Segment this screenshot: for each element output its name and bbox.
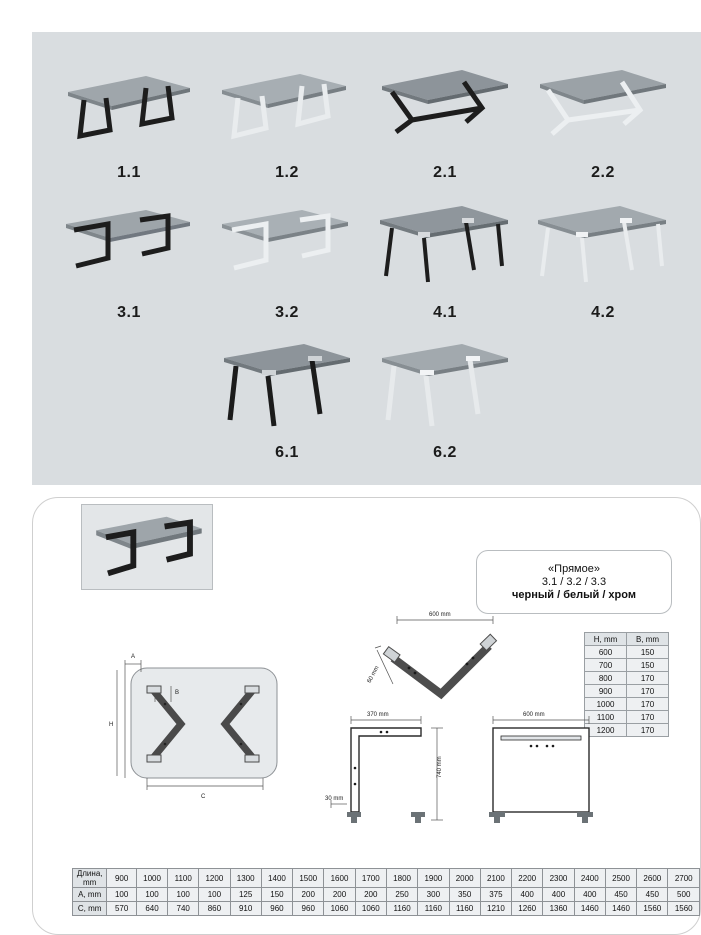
catalog-item-3-1[interactable]	[50, 194, 208, 326]
cell-h: 600	[585, 646, 627, 659]
c-cell: 1210	[480, 902, 511, 916]
dim-label-600: 600 mm	[429, 612, 451, 618]
header-h: H, mm	[585, 633, 627, 646]
c-cell: 960	[293, 902, 324, 916]
header-b: B, mm	[627, 633, 669, 646]
length-row	[73, 902, 700, 916]
catalog-item-6-1[interactable]	[208, 334, 366, 466]
c-cell: 910	[230, 902, 261, 916]
catalog-row-3	[32, 326, 701, 466]
catalog-item-label: 3.1	[117, 304, 141, 321]
dim-label-60: 60 mm	[366, 665, 381, 685]
table-illustration-2-2	[524, 58, 682, 150]
cell-b: 150	[627, 646, 669, 659]
corner-detail-drawing	[363, 602, 523, 712]
catalog-panel	[32, 32, 701, 485]
row-label-length: Длина, mm	[73, 869, 107, 888]
length-row	[73, 869, 700, 888]
catalog-item-4-1[interactable]	[366, 194, 524, 326]
catalog-row-2	[32, 186, 701, 326]
c-cell: 1160	[418, 902, 449, 916]
catalog-item-label: 6.2	[433, 444, 457, 461]
cell-h: 1000	[585, 698, 627, 711]
top-plan-drawing	[95, 646, 305, 806]
table-illustration-4-2	[524, 198, 682, 290]
product-photo-illustration	[82, 505, 212, 589]
length-cell: 1500	[293, 869, 324, 888]
length-cell: 2300	[543, 869, 574, 888]
a-cell: 100	[136, 888, 167, 902]
table-illustration-1-1	[50, 58, 208, 150]
catalog-item-1-1[interactable]	[50, 54, 208, 186]
catalog-item-4-2[interactable]	[524, 194, 682, 326]
c-cell: 1160	[386, 902, 417, 916]
length-cell: 1200	[199, 869, 230, 888]
length-cell: 2500	[605, 869, 636, 888]
catalog-item-3-2[interactable]	[208, 194, 366, 326]
table-row	[585, 659, 669, 672]
a-cell: 150	[261, 888, 292, 902]
row-label-c: C, mm	[73, 902, 107, 916]
dim-label-370: 370 mm	[367, 712, 389, 718]
catalog-item-label: 2.1	[433, 164, 457, 181]
catalog-item-label: 1.1	[117, 164, 141, 181]
length-cell: 1300	[230, 869, 261, 888]
dim-label-b: B	[175, 690, 180, 696]
dim-label-600-front: 600 mm	[523, 712, 545, 718]
spec-sheet	[32, 497, 701, 935]
catalog-item-label: 2.2	[591, 164, 615, 181]
table-illustration-2-1	[366, 58, 524, 150]
cell-h: 900	[585, 685, 627, 698]
c-cell: 1260	[512, 902, 543, 916]
c-cell: 1560	[668, 902, 700, 916]
catalog-row-1	[32, 32, 701, 186]
row-label-a: A, mm	[73, 888, 107, 902]
a-cell: 125	[230, 888, 261, 902]
c-cell: 1160	[449, 902, 480, 916]
length-cell: 1800	[386, 869, 417, 888]
a-cell: 450	[605, 888, 636, 902]
c-cell: 740	[168, 902, 199, 916]
c-cell: 960	[261, 902, 292, 916]
catalog-item-1-2[interactable]	[208, 54, 366, 186]
cell-b: 150	[627, 659, 669, 672]
length-cell: 2700	[668, 869, 700, 888]
front-view-drawing	[475, 706, 615, 836]
table-illustration-6-1	[208, 338, 366, 430]
table-illustration-3-2	[208, 198, 366, 290]
a-cell: 350	[449, 888, 480, 902]
c-cell: 860	[199, 902, 230, 916]
c-cell: 1060	[324, 902, 355, 916]
a-cell: 375	[480, 888, 511, 902]
a-cell: 250	[386, 888, 417, 902]
table-row	[585, 646, 669, 659]
a-cell: 100	[107, 888, 137, 902]
dim-label-h: H	[109, 722, 114, 728]
length-row	[73, 888, 700, 902]
length-cell: 2400	[574, 869, 605, 888]
length-cell: 2200	[512, 869, 543, 888]
a-cell: 500	[668, 888, 700, 902]
a-cell: 300	[418, 888, 449, 902]
cell-b: 170	[627, 685, 669, 698]
dim-label-c: C	[201, 794, 206, 800]
model-name: «Прямое»	[548, 563, 600, 575]
table-row	[585, 685, 669, 698]
c-cell: 1360	[543, 902, 574, 916]
catalog-item-label: 4.2	[591, 304, 615, 321]
cell-b: 170	[627, 698, 669, 711]
length-cell: 1900	[418, 869, 449, 888]
c-cell: 640	[136, 902, 167, 916]
a-cell: 200	[293, 888, 324, 902]
length-cell: 2000	[449, 869, 480, 888]
dim-label-30: 30 mm	[325, 796, 344, 802]
cell-b: 170	[627, 724, 669, 737]
table-illustration-1-2	[208, 58, 366, 150]
length-table	[72, 868, 700, 916]
a-cell: 100	[199, 888, 230, 902]
product-photo	[81, 504, 213, 590]
c-cell: 570	[107, 902, 137, 916]
length-cell: 1600	[324, 869, 355, 888]
cell-h: 1200	[585, 724, 627, 737]
length-cell: 2600	[637, 869, 668, 888]
a-cell: 400	[574, 888, 605, 902]
table-header-row	[585, 633, 669, 646]
table-illustration-4-1	[366, 198, 524, 290]
model-finishes: черный / белый / хром	[512, 589, 636, 601]
a-cell: 200	[355, 888, 386, 902]
cell-h: 1100	[585, 711, 627, 724]
length-cell: 2100	[480, 869, 511, 888]
catalog-item-label: 1.2	[275, 164, 299, 181]
dim-label-a: A	[131, 654, 136, 660]
length-cell: 1000	[136, 869, 167, 888]
side-view-drawing	[325, 706, 475, 836]
catalog-item-2-1[interactable]	[366, 54, 524, 186]
table-illustration-6-2	[366, 338, 524, 430]
catalog-item-label: 3.2	[275, 304, 299, 321]
catalog-item-2-2[interactable]	[524, 54, 682, 186]
a-cell: 200	[324, 888, 355, 902]
cell-h: 800	[585, 672, 627, 685]
catalog-item-label: 6.1	[275, 444, 299, 461]
table-illustration-3-1	[50, 198, 208, 290]
a-cell: 400	[512, 888, 543, 902]
catalog-item-label: 4.1	[433, 304, 457, 321]
model-codes: 3.1 / 3.2 / 3.3	[541, 576, 607, 588]
cell-b: 170	[627, 711, 669, 724]
a-cell: 450	[637, 888, 668, 902]
length-cell: 1700	[355, 869, 386, 888]
c-cell: 1560	[637, 902, 668, 916]
catalog-item-6-2[interactable]	[366, 334, 524, 466]
c-cell: 1460	[605, 902, 636, 916]
a-cell: 100	[168, 888, 199, 902]
c-cell: 1060	[355, 902, 386, 916]
a-cell: 400	[543, 888, 574, 902]
c-cell: 1460	[574, 902, 605, 916]
cell-b: 170	[627, 672, 669, 685]
length-cell: 1400	[261, 869, 292, 888]
cell-h: 700	[585, 659, 627, 672]
table-row	[585, 672, 669, 685]
length-cell: 1100	[168, 869, 199, 888]
dim-label-740: 740 mm	[437, 756, 443, 778]
length-cell: 900	[107, 869, 137, 888]
